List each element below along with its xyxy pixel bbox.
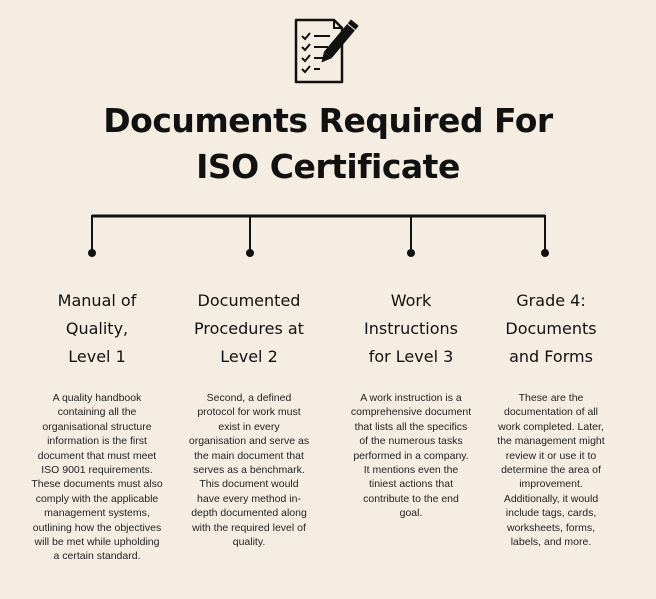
heading-line: Grade 4: xyxy=(516,291,586,310)
description-line: It mentions even the xyxy=(363,464,459,477)
description-line: contribute to the end xyxy=(363,492,459,505)
heading-line: Work xyxy=(390,291,432,310)
description-line: documentation of all xyxy=(504,406,598,419)
description-line: organisational structure xyxy=(42,420,152,433)
column-level-1 xyxy=(27,287,167,564)
description-line: include tags, cards, xyxy=(505,507,597,520)
description-line: labels, and more. xyxy=(510,536,592,549)
description-line: protocol for work must xyxy=(197,406,301,419)
description-line: Additionally, it would xyxy=(503,492,599,505)
description-line: comply with the applicable xyxy=(35,492,159,505)
column-level-3 xyxy=(341,287,481,521)
column-heading xyxy=(27,287,167,371)
description-line: This document would xyxy=(199,478,299,491)
column-description xyxy=(486,391,616,549)
column-level-2 xyxy=(181,287,317,549)
description-line: that lists all the specifics xyxy=(354,420,468,433)
bracket-dot-2 xyxy=(246,249,254,257)
description-line: organisation and serve as xyxy=(188,435,310,448)
description-line: serves as a benchmark. xyxy=(193,464,305,477)
title-line-2: ISO Certificate xyxy=(196,147,460,186)
column-description xyxy=(181,391,317,549)
description-line: A work instruction is a xyxy=(360,392,462,404)
description-line: will be met while upholding xyxy=(34,536,160,549)
column-heading xyxy=(486,287,616,371)
heading-line: Instructions xyxy=(364,319,458,338)
column-description xyxy=(27,391,167,564)
description-line: performed in a company. xyxy=(353,449,469,462)
bracket-dot-1 xyxy=(88,249,96,257)
column-heading xyxy=(341,287,481,371)
heading-line: Level 1 xyxy=(68,347,126,366)
bracket-dot-4 xyxy=(541,249,549,257)
description-line: exist in every xyxy=(218,420,280,433)
heading-line: Documents xyxy=(505,319,597,338)
description-line: review it or use it to xyxy=(505,449,597,462)
heading-line: Manual of xyxy=(57,291,137,310)
description-line: outlining how the objectives xyxy=(32,521,162,534)
description-line: management systems, xyxy=(44,507,150,520)
description-line: tiniest actions that xyxy=(368,478,454,491)
description-line: ISO 9001 requirements. xyxy=(41,464,153,477)
column-description xyxy=(341,391,481,521)
description-line: These documents must also xyxy=(31,478,163,491)
title-line-1: Documents Required For xyxy=(103,101,553,140)
heading-line: Documented xyxy=(197,291,301,310)
description-line: comprehensive document xyxy=(350,406,472,419)
description-line: improvement. xyxy=(519,478,583,491)
heading-line: for Level 3 xyxy=(368,347,454,366)
description-line: quality. xyxy=(232,536,266,549)
description-line: document that must meet xyxy=(37,449,157,462)
description-line: with the required level of xyxy=(192,521,306,534)
column-heading xyxy=(181,287,317,371)
description-line: goal. xyxy=(399,507,423,520)
heading-line: Procedures at xyxy=(194,319,304,338)
description-line: These are the xyxy=(518,392,584,404)
description-line: have every method in- xyxy=(197,492,301,505)
description-line: of the numerous tasks xyxy=(359,435,463,448)
description-line: determine the area of xyxy=(501,464,601,477)
description-line: containing all the xyxy=(57,406,137,419)
description-line: information is the first xyxy=(47,435,147,448)
bracket-dot-3 xyxy=(407,249,415,257)
description-line: A quality handbook xyxy=(52,392,142,404)
description-line: Second, a defined xyxy=(206,392,292,404)
description-line: the main document that xyxy=(194,449,304,462)
description-line: worksheets, forms, xyxy=(506,521,596,534)
description-line: the management might xyxy=(497,435,605,448)
heading-line: and Forms xyxy=(509,347,593,366)
heading-line: Level 2 xyxy=(220,347,278,366)
heading-line: Quality, xyxy=(65,319,129,338)
description-line: a certain standard. xyxy=(53,550,141,563)
description-line: work completed. Later, xyxy=(498,420,604,433)
column-level-4 xyxy=(486,287,616,549)
description-line: depth documented along xyxy=(191,507,307,520)
